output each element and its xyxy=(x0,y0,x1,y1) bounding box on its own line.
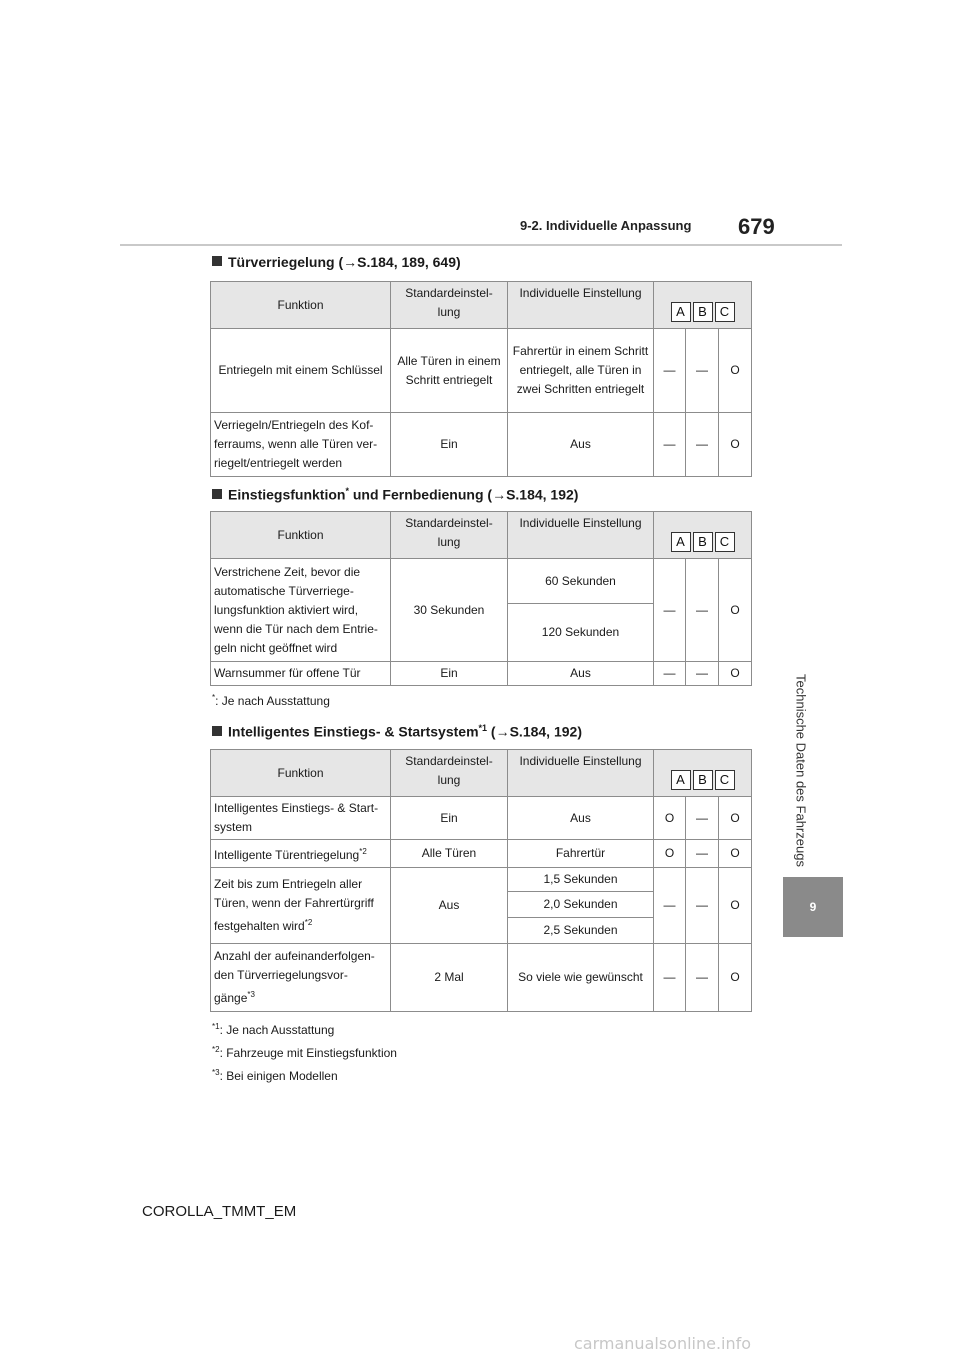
cell-funktion: Verstrichene Zeit, bevor die automatische Türverriege-lungsfunktion aktiviert wird, wenn die Tür nach dem Entrie-geln nicht geöffnet wird xyxy=(211,559,391,662)
cell-a: — xyxy=(654,944,686,1012)
bullet-square-icon xyxy=(212,489,222,499)
table-tuerverriegelung xyxy=(210,281,752,477)
cell-standard: Ein xyxy=(391,797,508,840)
col-standard: Standardeinstel-lung xyxy=(391,282,508,329)
cell-funktion: Anzahl der aufeinanderfolgen-den Türverriegelungsvor-gänge$^{*3}$ xyxy=(211,944,391,1012)
cell-b: — xyxy=(686,840,719,868)
footnote: $^{*1}$: Je nach Ausstattung xyxy=(212,1022,335,1037)
table-row xyxy=(211,662,752,686)
watermark-text: carmanualsonline.info xyxy=(574,1334,752,1353)
cell-individuell-option: 2,0 Sekunden xyxy=(508,892,654,918)
footnote: $^{*2}$: Fahrzeuge mit Einstiegsfunktion xyxy=(212,1045,397,1060)
cell-funktion: Intelligente Türentriegelung$^{*2}$ xyxy=(211,840,391,868)
table-row xyxy=(211,329,752,413)
header-divider xyxy=(120,244,842,246)
col-standard: Standardeinstel-lung xyxy=(391,750,508,797)
footnote: $^{*3}$: Bei einigen Modellen xyxy=(212,1068,338,1083)
cell-individuell: So viele wie gewünscht xyxy=(508,944,654,1012)
cell-individuell: Fahrertür in einem Schritt entriegelt, alle Türen in zwei Schritten entriegelt xyxy=(508,329,654,413)
cell-b: — xyxy=(686,559,719,662)
cell-b: — xyxy=(686,797,719,840)
letter-c-icon: C xyxy=(715,302,735,322)
page-number: 679 xyxy=(738,214,775,239)
cell-individuell: Aus xyxy=(508,662,654,686)
cell-a: — xyxy=(654,662,686,686)
letter-c-icon: C xyxy=(715,532,735,552)
footer-model-code: COROLLA_TMMT_EM xyxy=(142,1203,297,1220)
cell-individuell-option: 60 Sekunden xyxy=(508,559,654,604)
col-individuell: Individuelle Einstellung xyxy=(508,750,654,797)
table-row xyxy=(211,868,752,892)
col-abc xyxy=(654,282,752,329)
cell-funktion: Verriegeln/Entriegeln des Kof-ferraums, wenn alle Türen ver-riegelt/entriegelt werden xyxy=(211,413,391,477)
letter-a-icon: A xyxy=(671,532,691,552)
letter-a-icon: A xyxy=(671,302,691,322)
bullet-square-icon xyxy=(212,726,222,736)
cell-standard: Alle Türen in einem Schritt entriegelt xyxy=(391,329,508,413)
letter-a-icon: A xyxy=(671,770,691,790)
cell-b: — xyxy=(686,944,719,1012)
col-standard: Standardeinstel-lung xyxy=(391,512,508,559)
cell-b: — xyxy=(686,868,719,944)
col-funktion: Funktion xyxy=(211,512,391,559)
cell-c: O xyxy=(719,329,752,413)
table-einstiegsfunktion xyxy=(210,511,752,686)
table-header-row xyxy=(211,750,752,797)
col-abc xyxy=(654,512,752,559)
cell-funktion: Zeit bis zum Entriegeln aller Türen, wenn der Fahrertürgriff festgehalten wird$^{*2}$ xyxy=(211,868,391,944)
cell-a: O xyxy=(654,840,686,868)
col-abc xyxy=(654,750,752,797)
side-chapter-title: Technische Daten des Fahrzeugs xyxy=(793,673,809,867)
cell-a: — xyxy=(654,559,686,662)
cell-a: — xyxy=(654,868,686,944)
footnote: *: Je nach Ausstattung xyxy=(212,693,330,708)
cell-individuell-option: 1,5 Sekunden xyxy=(508,868,654,892)
table-header-row xyxy=(211,282,752,329)
table-row xyxy=(211,840,752,868)
letter-b-icon: B xyxy=(693,770,713,790)
bullet-square-icon xyxy=(212,256,222,266)
cell-funktion: Intelligentes Einstiegs- & Start-system xyxy=(211,797,391,840)
cell-individuell-option: 120 Sekunden xyxy=(508,604,654,662)
col-funktion: Funktion xyxy=(211,750,391,797)
cell-individuell: Aus xyxy=(508,413,654,477)
cell-a: — xyxy=(654,413,686,477)
cell-b: — xyxy=(686,662,719,686)
section-heading-einstiegsfunktion: Einstiegsfunktion* und Fernbedienung (→S.184, 192) xyxy=(212,486,578,503)
col-individuell: Individuelle Einstellung xyxy=(508,282,654,329)
col-individuell: Individuelle Einstellung xyxy=(508,512,654,559)
cell-individuell: Aus xyxy=(508,797,654,840)
table-header-row xyxy=(211,512,752,559)
cell-individuell: Fahrertür xyxy=(508,840,654,868)
letter-c-icon: C xyxy=(715,770,735,790)
cell-c: O xyxy=(719,559,752,662)
cell-standard: Aus xyxy=(391,868,508,944)
cell-c: O xyxy=(719,662,752,686)
cell-a: O xyxy=(654,797,686,840)
table-row xyxy=(211,413,752,477)
cell-c: O xyxy=(719,944,752,1012)
cell-standard: 2 Mal xyxy=(391,944,508,1012)
cell-funktion: Warnsummer für offene Tür xyxy=(211,662,391,686)
cell-c: O xyxy=(719,868,752,944)
cell-standard: Ein xyxy=(391,413,508,477)
cell-funktion: Entriegeln mit einem Schlüssel xyxy=(211,329,391,413)
cell-standard: Alle Türen xyxy=(391,840,508,868)
cell-standard: Ein xyxy=(391,662,508,686)
cell-b: — xyxy=(686,413,719,477)
section-title: 9-2. Individuelle Anpassung xyxy=(520,218,692,233)
cell-b: — xyxy=(686,329,719,413)
cell-c: O xyxy=(719,840,752,868)
cell-a: — xyxy=(654,329,686,413)
table-row xyxy=(211,559,752,604)
letter-b-icon: B xyxy=(693,532,713,552)
heading-text: Türverriegelung (→S.184, 189, 649) xyxy=(228,254,461,270)
col-funktion: Funktion xyxy=(211,282,391,329)
cell-c: O xyxy=(719,413,752,477)
table-row xyxy=(211,944,752,1012)
cell-individuell-option: 2,5 Sekunden xyxy=(508,918,654,944)
cell-c: O xyxy=(719,797,752,840)
table-row xyxy=(211,797,752,840)
chapter-tab: 9 xyxy=(783,877,843,937)
cell-standard: 30 Sekunden xyxy=(391,559,508,662)
letter-b-icon: B xyxy=(693,302,713,322)
table-intelligentes-system xyxy=(210,749,752,1012)
section-heading-intelligentes-system: Intelligentes Einstiegs- & Startsystem$^{*1}$ (→S.184, 192) xyxy=(212,723,582,740)
section-heading-tuerverriegelung xyxy=(212,254,461,270)
